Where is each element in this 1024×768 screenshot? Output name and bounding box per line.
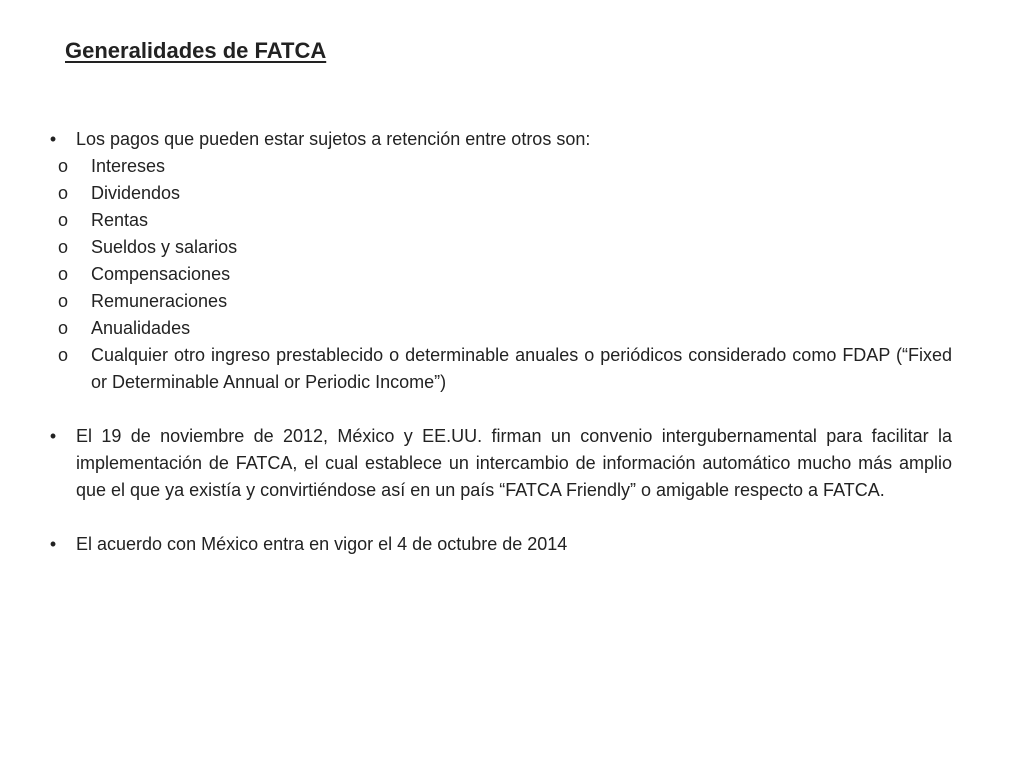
spacer <box>40 504 952 531</box>
bullet-item <box>40 126 952 153</box>
bullet-text: El 19 de noviembre de 2012, México y EE.UU. firman un convenio intergubernamental para facilitar la implementación de FATCA, el cual establece un intercambio de información automático mucho más amplio que el que ya existía y convirtiéndose así en un país “FATCA Friendly” o amigable respecto a FATCA. <box>76 426 952 500</box>
bullet-text: Los pagos que pueden estar sujetos a retención entre otros son: <box>76 129 591 149</box>
sub-item <box>40 153 952 180</box>
sub-item <box>40 288 952 315</box>
bullet-icon: • <box>49 534 57 554</box>
slide-title: Generalidades de FATCA <box>65 38 327 63</box>
bullet-icon: • <box>49 426 57 446</box>
sub-bullet-icon: o <box>58 318 69 338</box>
spacer <box>40 396 952 423</box>
sub-list <box>40 153 952 396</box>
bullet-icon: • <box>49 129 57 149</box>
slide-content <box>40 126 952 558</box>
sub-bullet-icon: o <box>58 345 69 365</box>
sub-bullet-icon: o <box>58 291 69 311</box>
bullet-text: El acuerdo con México entra en vigor el 4 de octubre de 2014 <box>76 534 568 554</box>
sub-item <box>40 342 952 396</box>
sub-item-text: Sueldos y salarios <box>91 237 238 257</box>
sub-item-text: Intereses <box>91 156 166 176</box>
sub-item-text: Cualquier otro ingreso prestablecido o determinable anuales o periódicos considerado como FDAP (“Fixed or Determinable Annual or Periodic Income”) <box>91 345 952 392</box>
bullet-item <box>40 423 952 504</box>
sub-item <box>40 315 952 342</box>
sub-item <box>40 261 952 288</box>
sub-bullet-icon: o <box>58 210 69 230</box>
sub-bullet-icon: o <box>58 183 69 203</box>
sub-bullet-icon: o <box>58 237 69 257</box>
sub-item-text: Anualidades <box>91 318 191 338</box>
sub-bullet-icon: o <box>58 156 69 176</box>
sub-item-text: Remuneraciones <box>91 291 228 311</box>
sub-item-text: Dividendos <box>91 183 181 203</box>
sub-bullet-icon: o <box>58 264 69 284</box>
sub-item <box>40 180 952 207</box>
sub-item-text: Compensaciones <box>91 264 231 284</box>
sub-item-text: Rentas <box>91 210 149 230</box>
bullet-item <box>40 531 952 558</box>
sub-item <box>40 207 952 234</box>
sub-item <box>40 234 952 261</box>
